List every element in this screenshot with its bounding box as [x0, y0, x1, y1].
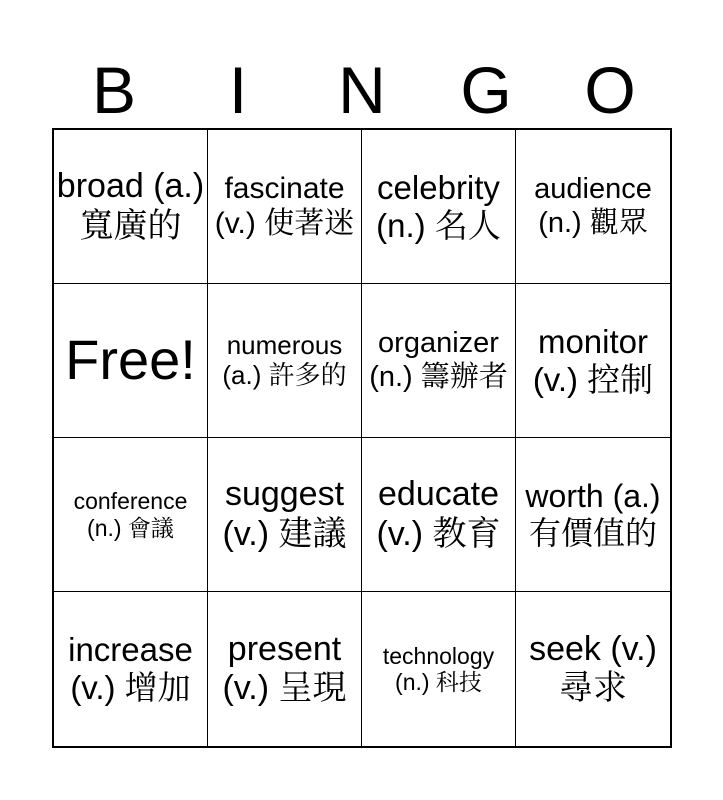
- bingo-cell: conference (n.) 會議: [54, 438, 208, 592]
- bingo-cell: suggest (v.) 建議: [208, 438, 362, 592]
- bingo-cell: worth (a.) 有價值的: [516, 438, 670, 592]
- bingo-header: [52, 52, 672, 128]
- bingo-cell: seek (v.) 尋求: [529, 629, 657, 707]
- bingo-cell: educate (v.) 教育: [362, 438, 516, 592]
- bingo-cell: increase (v.) 增加: [54, 592, 208, 746]
- header-letter-o: O: [584, 53, 636, 127]
- header-letter-b: B: [91, 53, 137, 127]
- bingo-grid: [52, 128, 672, 748]
- bingo-cell: monitor (v.) 控制: [516, 284, 670, 438]
- bingo-cell: present (v.) 呈現: [208, 592, 362, 746]
- header-letter-n: N: [338, 53, 386, 127]
- bingo-cell: audience (n.) 觀眾: [516, 130, 670, 284]
- bingo-cell: celebrity (n.) 名人: [362, 130, 516, 284]
- header-letter-g: G: [460, 53, 512, 127]
- bingo-cell: technology (n.) 科技: [362, 592, 516, 746]
- bingo-cell: broad (a.) 寬廣的: [54, 130, 208, 284]
- header-letter-i: I: [228, 53, 248, 127]
- bingo-cell: numerous (a.) 許多的: [208, 284, 362, 438]
- bingo-cell: fascinate (v.) 使著迷: [208, 130, 362, 284]
- free-space-cell: Free!: [54, 284, 208, 438]
- bingo-cell: organizer (n.) 籌辦者: [362, 284, 516, 438]
